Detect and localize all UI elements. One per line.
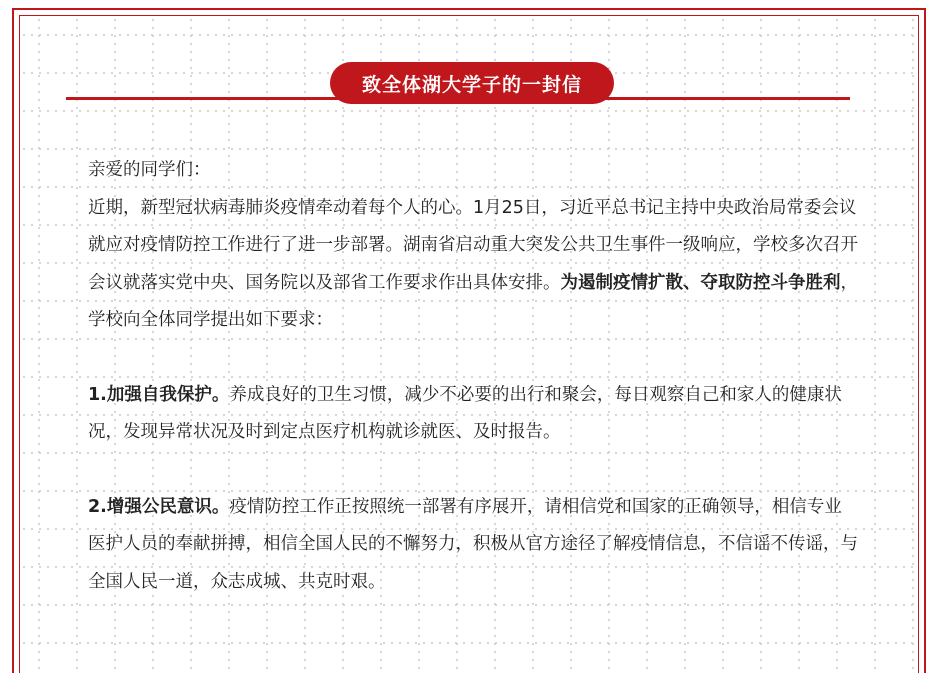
- greeting: 亲爱的同学们：: [88, 160, 211, 180]
- item-paragraph-1: [88, 377, 858, 452]
- intro-paragraph: [88, 190, 858, 340]
- letter-body: [88, 152, 858, 601]
- intro-emphasis: 为遏制疫情扩散、夺取防控斗争胜利: [560, 272, 841, 293]
- item-heading-1: 1.加强自我保护。: [88, 384, 230, 405]
- item-paragraph-2: [88, 489, 858, 602]
- item-text-1: 养成良好的卫生习惯，减少不必要的出行和聚会，每日观察自己和家人的健康状况，发现异常状况及时到定点医疗机构就诊就医、及时报告。: [88, 384, 842, 442]
- intro-text-end: ，学校向全体同学提出如下要求：: [88, 272, 858, 330]
- intro-text: 近期，新型冠状病毒肺炎疫情牵动着每个人的心。1月25日，习近平总书记主持中央政治局常委会议就应对疫情防控工作进行了进一步部署。湖南省启动重大突发公共卫生事件一级响应，学校多次召开会议就落实党中央、国务院以及部省工作要求作出具体安排。: [88, 197, 858, 293]
- letter-title: 致全体湖大学子的一封信: [330, 62, 614, 104]
- item-text-2: 疫情防控工作正按照统一部署有序展开，请相信党和国家的正确领导，相信专业医护人员的奉献拼搏，相信全国人民的不懈努力，积极从官方途径了解疫情信息，不信谣不传谣，与全国人民一道，众志成城、共克时艰。: [88, 496, 858, 592]
- item-heading-2: 2.增强公民意识。: [88, 496, 230, 517]
